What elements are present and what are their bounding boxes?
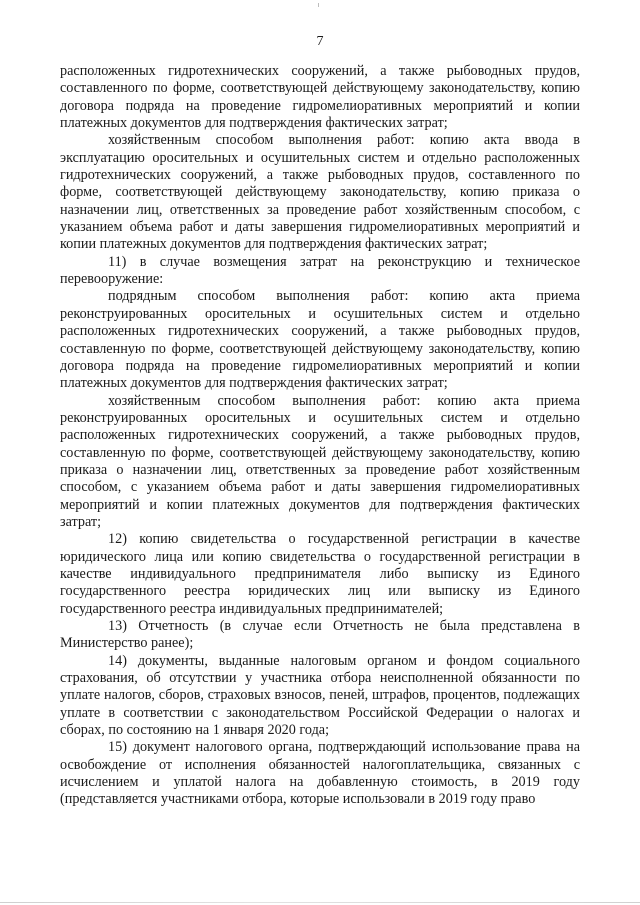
page-number: 7	[316, 34, 324, 49]
document-body	[60, 63, 580, 809]
paragraph-contract-method-reconstruction: подрядным способом выполнения работ: копию акта приема реконструированных оросительных и осушительных систем и отдельно расположенных гидротехнических сооружений, а также рыбоводных прудов, составленную по форме, соответствующей действующему законодательству, копию договора подряда на проведение гидромелиоративных мероприятий и копии платежных документов для подтверждения фактических затрат;	[60, 288, 580, 392]
paragraph-item-14: 14) документы, выданные налоговым органом и фондом социального страхования, об отсутствии у участника отбора неисполненной обязанности по уплате налогов, сборов, страховых взносов, пеней, штрафов, процентов, подлежащих уплате в соответствии с законодательством Российской Федерации о налогах и сборах, по состоянию на 1 января 2020 года;	[60, 652, 580, 739]
paragraph-item-13: 13) Отчетность (в случае если Отчетность не была представлена в Министерство ранее);	[60, 618, 580, 652]
paragraph-item-15: 15) документ налогового органа, подтверждающий использование права на освобождение от исполнения обязанностей налогоплательщика, связанных с исчислением и уплатой налога на добавленную стоимость, в 2019 году (представляется участниками отбора, которые использовали в 2019 году право	[60, 739, 580, 808]
scan-mark	[318, 3, 319, 7]
paragraph-item-12: 12) копию свидетельства о государственной регистрации в качестве юридического лица или копию свидетельства о государственной регистрации в качестве индивидуального предпринимателя либо выписку из Единого государственного реестра юридических лиц или выписку из Единого государственного реестра индивидуальных предпринимателей;	[60, 531, 580, 617]
paragraph-household-method-commissioning: хозяйственным способом выполнения работ: копию акта ввода в эксплуатацию оросительных и осушительных систем и отдельно расположенных гидротехнических сооружений, а также рыбоводных прудов, составленного по форме, соответствующей действующему законодательству, копию приказа о назначении лиц, ответственных за проведение работ хозяйственным способом, с указанием объема работ и даты завершения гидромелиоративных мероприятий и копии платежных документов для подтверждения фактических затрат;	[60, 132, 580, 253]
paragraph-household-method-reconstruction: хозяйственным способом выполнения работ: копию акта приема реконструированных оросительных и осушительных систем и отдельно расположенных гидротехнических сооружений, а также рыбоводных прудов, составленную по форме, соответствующей действующему законодательству, копию приказа о назначении лиц, ответственных за проведение работ хозяйственным способом, с указанием объема работ и даты завершения гидромелиоративных мероприятий и копии платежных документов для подтверждения фактических затрат;	[60, 392, 580, 530]
scan-bottom-edge	[0, 902, 640, 903]
paragraph-continuation: расположенных гидротехнических сооружений, а также рыбоводных прудов, составленного по форме, соответствующей действующему законодательству, копию договора подряда на проведение гидромелиоративных мероприятий и копии платежных документов для подтверждения фактических затрат;	[60, 63, 580, 132]
paragraph-item-11: 11) в случае возмещения затрат на реконструкцию и техническое перевооружение:	[60, 253, 580, 288]
